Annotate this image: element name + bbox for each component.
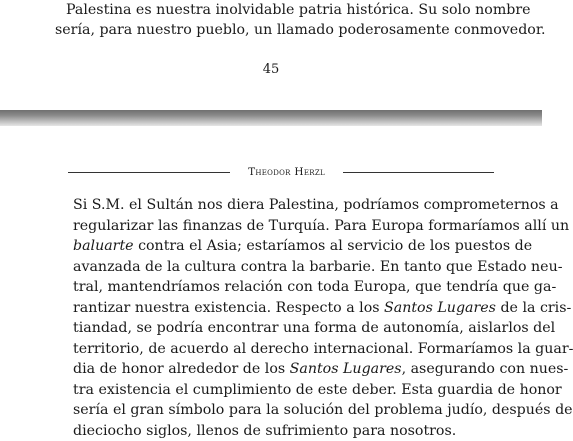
- text-segment: Si S.M. el Sultán nos diera Palestina, podríamos comprometernos a: [73, 197, 559, 213]
- text-segment: de la cris-: [496, 300, 571, 316]
- body-line: [73, 400, 494, 421]
- body-line: [73, 216, 494, 237]
- body-line: [73, 257, 494, 278]
- previous-page-line: sería, para nuestro pueblo, un llamado poderosamente conmovedor.: [55, 20, 480, 40]
- page-separator: [0, 110, 542, 126]
- italic-text: baluarte: [73, 238, 134, 254]
- body-paragraph: [73, 195, 494, 441]
- body-line: [73, 277, 494, 298]
- text-segment: rantizar nuestra existencia. Respecto a los: [73, 300, 384, 316]
- text-segment: dia de honor alrededor de los: [73, 361, 290, 377]
- italic-text: Santos Lugares: [290, 361, 402, 377]
- text-segment: regularizar las finanzas de Turquía. Para Europa formaríamos allí un: [73, 218, 569, 234]
- previous-page-line: Palestina es nuestra inolvidable patria histórica. Su solo nombre: [66, 0, 480, 20]
- body-line: [73, 339, 494, 360]
- text-segment: tiandad, se podría encontrar una forma de autonomía, aislarlos del: [73, 320, 555, 336]
- previous-page: [0, 0, 542, 110]
- body-line: [73, 318, 494, 339]
- body-line: [73, 236, 494, 257]
- running-head-rule-left: [68, 172, 230, 173]
- body-line: [73, 195, 494, 216]
- page-number: 45: [0, 62, 542, 78]
- body-line: [73, 421, 494, 441]
- text-segment: contra el Asia; estaríamos al servicio de los puestos de: [134, 238, 533, 254]
- text-segment: , asegurando con nues-: [402, 361, 569, 377]
- text-segment: tral, mantendríamos relación con toda Europa, que tendría que ga-: [73, 279, 556, 295]
- text-segment: avanzada de la cultura contra la barbarie. En tanto que Estado neu-: [73, 259, 563, 275]
- body-line: [73, 359, 494, 380]
- body-line: [73, 380, 494, 401]
- running-head: Theodor Herzl: [230, 164, 343, 180]
- text-segment: tra existencia el cumplimiento de este deber. Esta guardia de honor: [73, 382, 562, 398]
- italic-text: Santos Lugares: [384, 300, 496, 316]
- previous-page-text: [66, 0, 480, 40]
- text-segment: territorio, de acuerdo al derecho internacional. Formaríamos la guar-: [73, 341, 573, 357]
- running-head-rule-right: [343, 172, 494, 173]
- text-segment: dieciocho siglos, llenos de sufrimiento para nosotros.: [73, 423, 456, 439]
- text-segment: sería el gran símbolo para la solución del problema judío, después de: [73, 402, 573, 418]
- body-line: [73, 298, 494, 319]
